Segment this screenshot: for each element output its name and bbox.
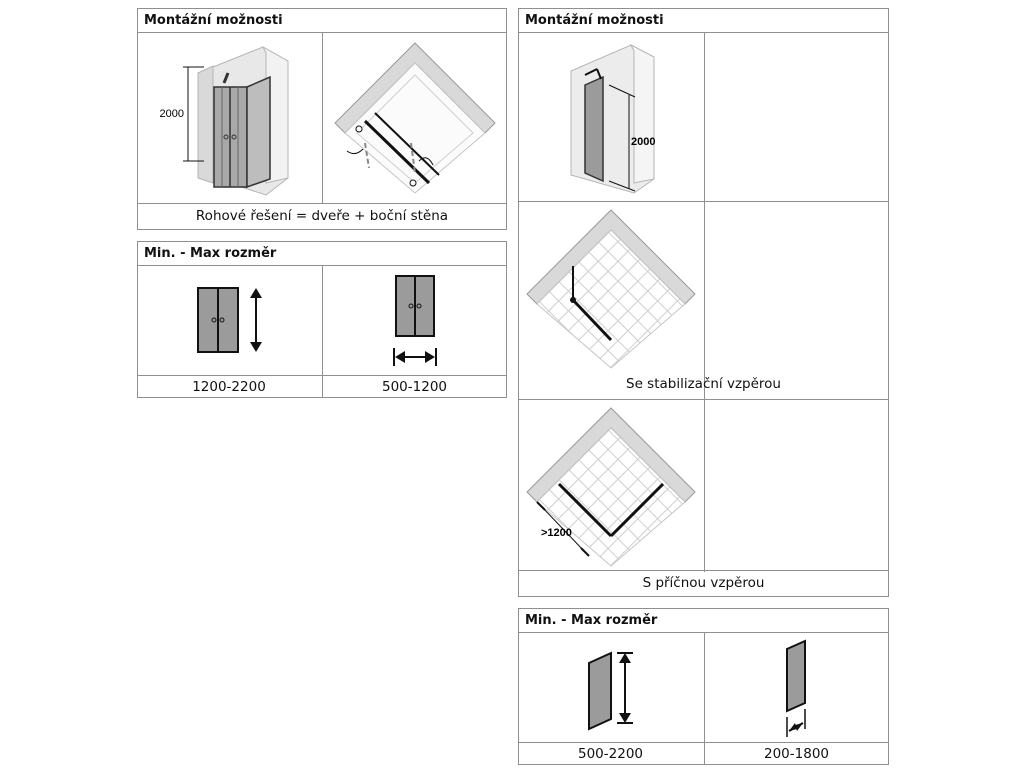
panel-width-range-value: 200-1800 bbox=[764, 746, 829, 762]
panel-width-range-illustration bbox=[705, 633, 890, 743]
corner-enclosure-illustration bbox=[138, 33, 322, 203]
panel-title: Montážní možnosti bbox=[519, 9, 888, 33]
stabilizer-caption: Se stabilizační vzpěrou bbox=[626, 376, 781, 392]
min-max-panel-left bbox=[137, 241, 507, 398]
stabilizer-plan-illustration bbox=[519, 202, 704, 377]
wall-panel-illustration bbox=[519, 33, 704, 201]
width-label: >1200 bbox=[541, 527, 572, 539]
width-range-value: 500-1200 bbox=[382, 379, 447, 395]
height-range-illustration bbox=[138, 266, 322, 376]
panel-height-range-value: 500-2200 bbox=[578, 746, 643, 762]
min-max-panel-right bbox=[518, 608, 889, 765]
crossbar-plan-illustration bbox=[519, 400, 704, 570]
panel-title: Montážní možnosti bbox=[138, 9, 506, 33]
mounting-options-panel-right bbox=[518, 8, 889, 597]
height-label: 2000 bbox=[631, 136, 656, 148]
corner-caption: Rohové řešení = dveře + boční stěna bbox=[195, 208, 449, 224]
mounting-options-panel-left bbox=[137, 8, 507, 230]
crossbar-caption: S příčnou vzpěrou bbox=[642, 575, 765, 591]
panel-title: Min. - Max rozměr bbox=[138, 242, 506, 266]
panel-height-range-illustration bbox=[519, 633, 704, 743]
panel-title: Min. - Max rozměr bbox=[519, 609, 888, 633]
corner-plan-illustration bbox=[323, 33, 507, 203]
height-range-value: 1200-2200 bbox=[192, 379, 266, 395]
height-label: 2000 bbox=[159, 108, 184, 120]
width-range-illustration bbox=[323, 266, 507, 376]
